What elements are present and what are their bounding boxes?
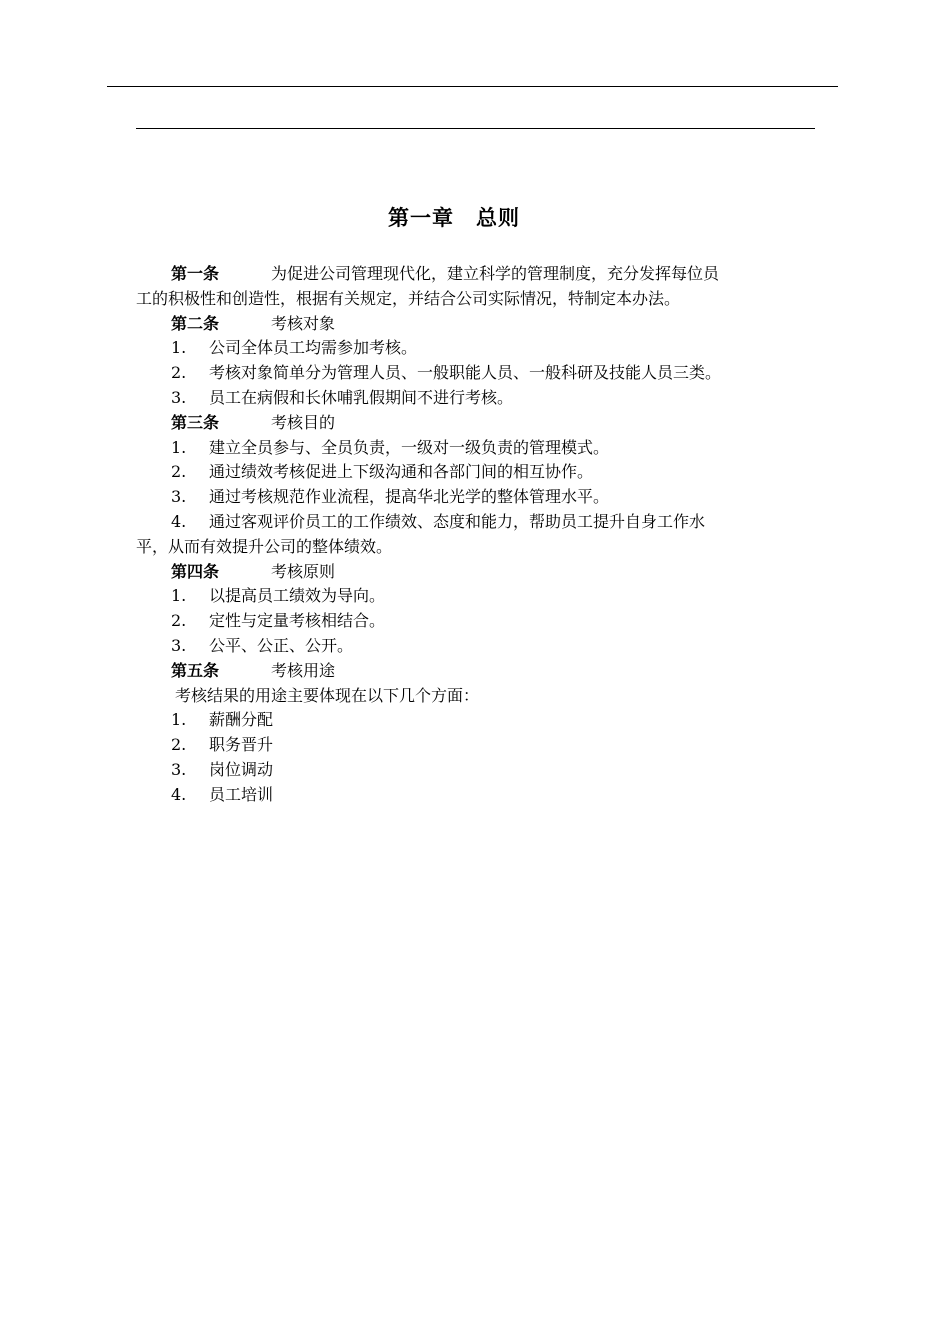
list-item — [136, 733, 816, 758]
list-item — [136, 436, 816, 461]
article-5-intro: 考核结果的用途主要体现在以下几个方面： — [175, 685, 480, 705]
article-label: 第三条 — [171, 412, 220, 432]
article-text: 为促进公司管理现代化，建立科学的管理制度，充分发挥每位员 — [271, 264, 720, 283]
list-item — [136, 708, 816, 733]
article-2 — [136, 312, 816, 337]
list-text: 通过考核规范作业流程，提高华北光学的整体管理水平。 — [209, 487, 610, 507]
list-item — [136, 758, 816, 783]
list-item — [136, 460, 816, 485]
list-text: 以提高员工绩效为导向。 — [209, 586, 386, 606]
list-number: 1. — [171, 437, 187, 457]
list-number: 2. — [171, 735, 187, 755]
list-item — [136, 361, 816, 386]
article-1-continuation: 工的积极性和创造性，根据有关规定，并结合公司实际情况，特制定本办法。 — [136, 288, 681, 308]
article-label: 第二条 — [171, 313, 220, 333]
list-item — [136, 584, 816, 609]
list-text: 岗位调动 — [209, 759, 274, 779]
list-item — [136, 386, 816, 411]
list-number: 2. — [171, 363, 187, 383]
list-number: 3. — [171, 487, 187, 507]
list-item — [136, 634, 816, 659]
list-text: 建立全员参与、全员负责，一级对一级负责的管理模式。 — [209, 437, 610, 457]
article-label: 第一条 — [171, 264, 220, 283]
list-text: 公平、公正、公开。 — [209, 635, 354, 655]
list-number: 4. — [171, 511, 187, 531]
article-heading: 考核目的 — [271, 412, 336, 432]
list-text: 定性与定量考核相结合。 — [209, 611, 386, 631]
list-number: 3. — [171, 387, 187, 407]
list-number: 1. — [171, 586, 187, 606]
list-text: 职务晋升 — [209, 735, 274, 755]
chapter-number: 第一章 — [388, 206, 454, 230]
list-number: 3. — [171, 759, 187, 779]
article-label: 第五条 — [171, 660, 220, 680]
list-item — [136, 510, 816, 535]
article-heading: 考核用途 — [271, 660, 336, 680]
list-text: 考核对象简单分为管理人员、一般职能人员、一般科研及技能人员三类。 — [209, 363, 722, 383]
article-5 — [136, 659, 816, 684]
article-1 — [136, 262, 816, 287]
list-number: 1. — [171, 338, 187, 358]
article-label: 第四条 — [171, 561, 220, 581]
list-text: 薪酬分配 — [209, 710, 274, 730]
article-4 — [136, 560, 816, 585]
header-rule-top — [107, 86, 838, 87]
article-3 — [136, 411, 816, 436]
list-number: 2. — [171, 611, 187, 631]
header-rule-second — [136, 128, 815, 129]
article-heading: 考核原则 — [271, 561, 336, 581]
chapter-title — [0, 202, 908, 232]
list-item — [136, 609, 816, 634]
list-item — [136, 783, 816, 808]
list-text: 公司全体员工均需参加考核。 — [209, 338, 418, 358]
chapter-name: 总则 — [476, 206, 520, 230]
list-text: 通过绩效考核促进上下级沟通和各部门间的相互协作。 — [209, 462, 594, 482]
list-item-continuation: 平，从而有效提升公司的整体绩效。 — [136, 536, 393, 556]
list-text: 员工培训 — [209, 784, 274, 804]
list-number: 3. — [171, 635, 187, 655]
list-text: 通过客观评价员工的工作绩效、态度和能力，帮助员工提升自身工作水 — [209, 511, 706, 531]
list-item — [136, 485, 816, 510]
list-number: 2. — [171, 462, 187, 482]
document-body — [136, 262, 816, 808]
list-text: 员工在病假和长休哺乳假期间不进行考核。 — [209, 387, 514, 407]
list-item — [136, 336, 816, 361]
list-number: 4. — [171, 784, 187, 804]
article-heading: 考核对象 — [271, 313, 336, 333]
list-number: 1. — [171, 710, 187, 730]
